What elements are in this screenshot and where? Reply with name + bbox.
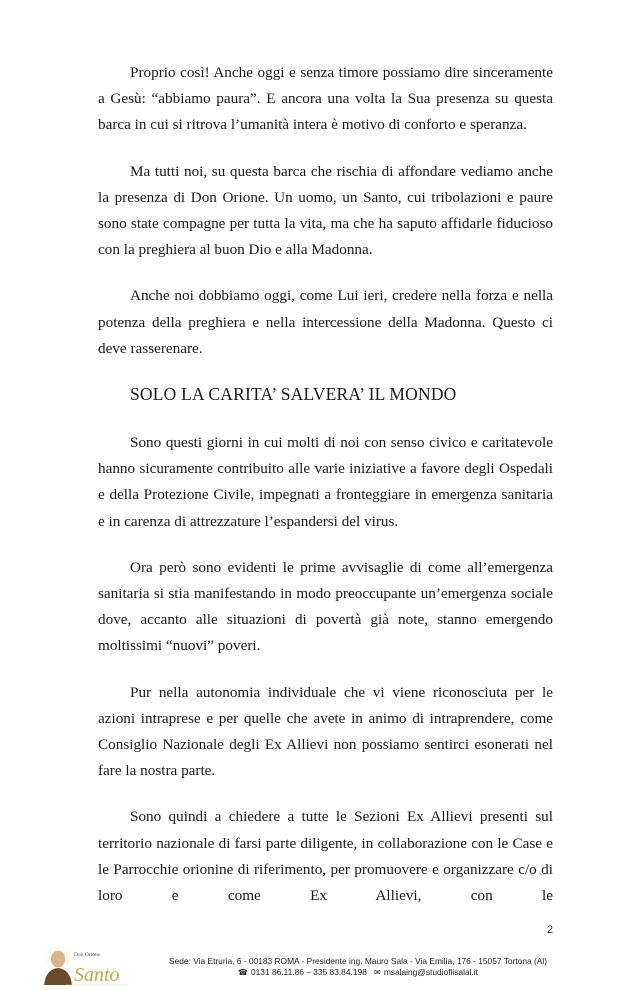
footer bbox=[36, 943, 556, 991]
don-orione-santo-logo bbox=[36, 943, 131, 991]
paragraph-text: Anche noi dobbiamo oggi, come Lui ieri, credere nella forza e nella potenza della preghiera e nella intercessione della Madonna. Questo ci deve rasserenare. bbox=[98, 287, 553, 357]
paragraph-text: Sono quindi a chiedere a tutte le Sezioni Ex Allievi presenti sul territorio nazionale di farsi parte diligente, in collaborazione con le Case e le Parrocchie orionine di riferimento, per promuovere e organizzare c/o di loro e come Ex Allievi, con le bbox=[98, 808, 553, 905]
logo-small-text: Don Orione bbox=[74, 952, 101, 959]
paragraph-text: Proprio così! Anche oggi e senza timore possiamo dire sinceramente a Gesù: “abbiamo paura”. E ancora una volta la Sua presenza su questa barca in cui si ritrova l’umanità intera è motivo di conforto e speranza. bbox=[98, 64, 553, 134]
paragraph bbox=[98, 159, 553, 264]
paragraph-text: Sono questi giorni in cui molti di noi con senso civico e caritatevole hanno sicuramente contribuito alle varie iniziative a favore degli Ospedali e della Protezione Civile, impegnati a fronteggiare in emergenza sanitaria e in carenza di attrezzature l’espandersi del virus. bbox=[98, 434, 553, 530]
paragraph-text: Ma tutti noi, su questa barca che rischia di affondare vediamo anche la presenza di Don Orione. Un uomo, un Santo, cui tribolazioni e paure sono state compagne per tutta la vita, ma che ha saputo affidarle fiducioso con la preghiera al buon Dio e alla Madonna. bbox=[98, 162, 553, 259]
paragraph bbox=[98, 555, 553, 660]
paragraph-text: Pur nella autonomia individuale che vi viene riconosciuta per le azioni intraprese e per quelle che avete in animo di intraprendere, come Consiglio Nazionale degli Ex Allievi non possiamo sentirci esonerati nel fare la nostra parte. bbox=[98, 683, 553, 780]
paragraph bbox=[98, 680, 553, 785]
paragraph bbox=[98, 430, 553, 535]
footer-contact-line bbox=[160, 967, 556, 978]
logo-large-text: Santo bbox=[74, 964, 120, 987]
phone-icon: ☎ bbox=[238, 968, 248, 978]
paragraph bbox=[98, 60, 553, 139]
footer-contact bbox=[160, 956, 556, 978]
footer-address: Sede: Via Etruria, 6 - 00183 ROMA - Presidente ing. Mauro Sala - Via Emilia, 176 - 15057 Tortona (Al) bbox=[168, 956, 547, 967]
mail-icon: ✉ bbox=[374, 968, 381, 978]
page-number: 2 bbox=[546, 924, 553, 937]
footer-phones: 0131 86.11.86 – 335 83.84.198 bbox=[250, 967, 367, 978]
section-heading: SOLO LA CARITA’ SALVERA’ IL MONDO bbox=[130, 384, 457, 405]
footer-email[interactable]: msalaing@studioflisalal.it bbox=[383, 967, 478, 978]
paragraph-text: Ora però sono evidenti le prime avvisaglie di come all’emergenza sanitaria si stia manifestando in modo preoccupante un’emergenza sociale dove, accanto alle situazioni di povertà già note, stanno emergendo moltissimi “nuovi” poveri. bbox=[98, 558, 553, 655]
paragraph bbox=[98, 283, 553, 362]
paragraph bbox=[98, 804, 553, 909]
